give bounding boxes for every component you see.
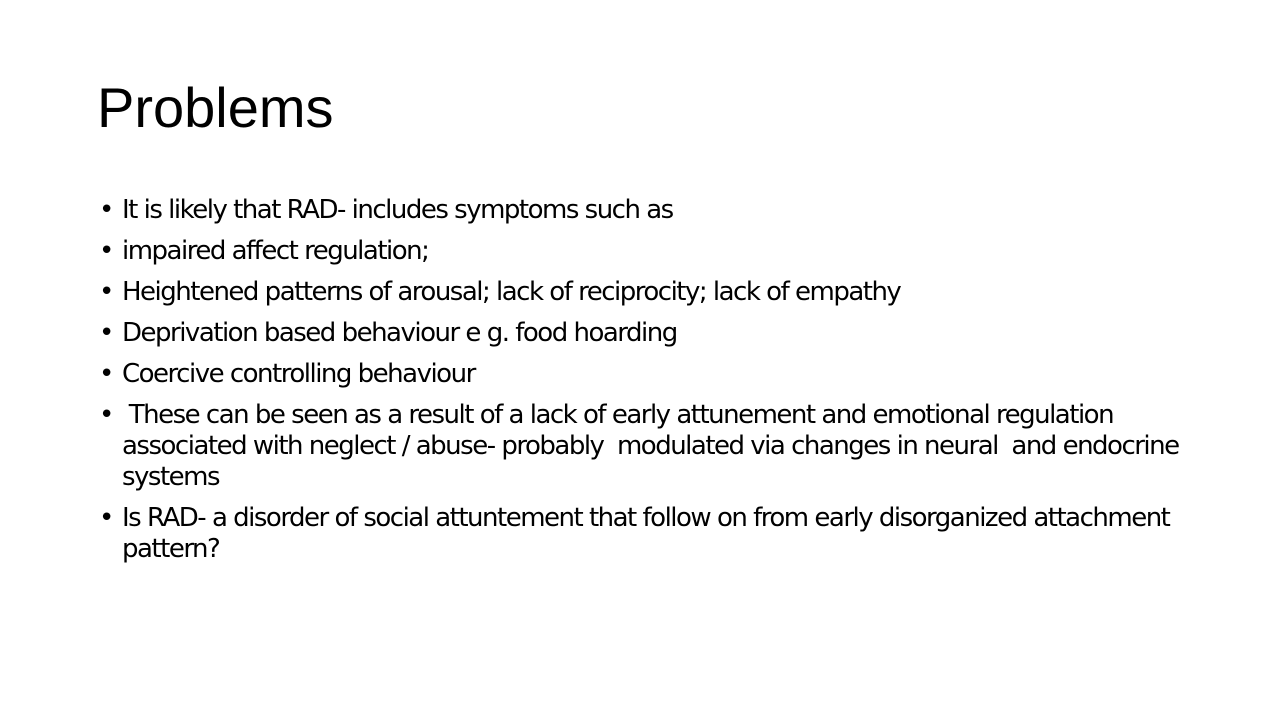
bullet-item bbox=[97, 277, 1197, 308]
bullet-dot-icon: • bbox=[99, 318, 115, 348]
bullet-text: It is likely that RAD- includes symptoms such as bbox=[122, 195, 673, 225]
bullet-item bbox=[97, 359, 1197, 390]
bullet-dot-icon: • bbox=[99, 503, 115, 533]
bullet-dot-icon: • bbox=[99, 359, 115, 389]
bullet-text: Heightened patterns of arousal; lack of reciprocity; lack of empathy bbox=[122, 277, 901, 307]
bullet-dot-icon: • bbox=[99, 236, 115, 266]
bullet-list bbox=[97, 195, 1197, 575]
bullet-text: Coercive controlling behaviour bbox=[122, 359, 475, 389]
bullet-dot-icon: • bbox=[99, 400, 115, 430]
bullet-item bbox=[97, 503, 1197, 565]
bullet-item bbox=[97, 318, 1197, 349]
slide-title: Problems bbox=[97, 76, 334, 139]
bullet-text: These can be seen as a result of a lack of early attunement and emotional regulation associated with neglect / abuse- probably modulated via changes in neural and endocrine systems bbox=[122, 400, 1186, 492]
bullet-text: Is RAD- a disorder of social attuntement that follow on from early disorganized attachment pattern? bbox=[122, 503, 1170, 564]
bullet-text: Deprivation based behaviour e g. food hoarding bbox=[122, 318, 677, 348]
bullet-dot-icon: • bbox=[99, 277, 115, 307]
bullet-item bbox=[97, 400, 1197, 493]
bullet-item bbox=[97, 236, 1197, 267]
bullet-dot-icon: • bbox=[99, 195, 115, 225]
bullet-item bbox=[97, 195, 1197, 226]
bullet-text: impaired affect regulation; bbox=[122, 236, 429, 266]
